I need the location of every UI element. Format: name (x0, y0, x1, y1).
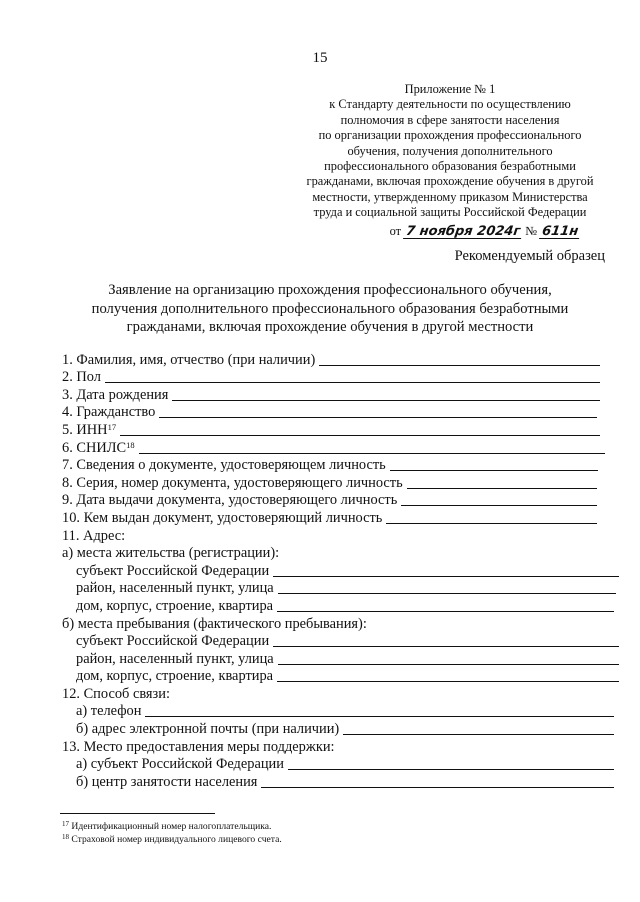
footnote-ref: 18 (126, 439, 135, 450)
field-label: б) места пребывания (фактического пребывания): (62, 615, 367, 632)
field-label: 2. Пол (62, 369, 101, 386)
field-label: 11. Адрес: (62, 527, 126, 544)
fill-in-line[interactable] (261, 786, 614, 788)
form-field-row (62, 473, 597, 491)
field-label: 1. Фамилия, имя, отчество (при наличии) (62, 351, 316, 368)
form-fields (62, 350, 622, 790)
field-label: а) телефон (76, 703, 142, 720)
form-field-row (62, 456, 598, 474)
field-label: дом, корпус, строение, квартира (76, 597, 274, 614)
field-label: 7. Сведения о документе, удостоверяющем личность (62, 457, 386, 474)
fill-in-line[interactable] (386, 522, 597, 524)
form-field-row (62, 649, 619, 667)
field-label: 4. Гражданство (62, 404, 156, 421)
form-field-row (62, 491, 597, 509)
appendix-header (290, 82, 610, 239)
page-number: 15 (312, 50, 328, 66)
fill-in-line[interactable] (278, 663, 619, 665)
form-field-row (62, 614, 600, 632)
title-line: гражданами, включая прохождение обучения в другой местности (126, 319, 534, 336)
form-field-row (62, 719, 614, 737)
field-label: 3. Дата рождения (62, 386, 169, 403)
field-label: дом, корпус, строение, квартира (76, 668, 274, 685)
form-field-row (62, 368, 600, 386)
fill-in-line[interactable] (120, 434, 600, 436)
fill-in-line[interactable] (278, 592, 616, 594)
form-field-row (62, 667, 619, 685)
form-field-row (62, 755, 614, 773)
appendix-line: труда и социальной защиты Российской Федерации (313, 205, 587, 220)
order-number-handwritten: 611н (541, 223, 580, 239)
appendix-line: обучения, получения дополнительного (347, 143, 553, 158)
footnote-17 (62, 820, 282, 833)
form-field-row (62, 684, 600, 702)
field-label: а) субъект Российской Федерации (76, 756, 284, 773)
form-field-row (62, 561, 619, 579)
document-title (60, 281, 600, 337)
form-field-row (62, 350, 600, 368)
title-line: Заявление на организацию прохождения профессионального обучения, (108, 282, 552, 298)
fill-in-line[interactable] (145, 715, 614, 717)
appendix-line: гражданами, включая прохождение обучения в другой (306, 174, 594, 189)
field-label: 5. ИНН (62, 421, 108, 438)
appendix-line: по организации прохождения профессионального (318, 128, 582, 143)
field-label: район, населенный пункт, улица (76, 580, 274, 597)
footnote-text: Идентификационный номер налогоплательщика. (71, 821, 272, 832)
form-field-row (62, 772, 614, 790)
footnote-mark: 17 (62, 820, 69, 828)
footnotes (62, 820, 282, 846)
fill-in-line[interactable] (390, 469, 598, 471)
title-line: получения дополнительного профессионального образования безработными (91, 300, 569, 317)
field-label: субъект Российской Федерации (76, 562, 270, 579)
fill-in-line[interactable] (407, 487, 597, 489)
field-label: 9. Дата выдачи документа, удостоверяющего личность (62, 492, 398, 509)
form-field-row (62, 579, 616, 597)
field-label: район, населенный пункт, улица (76, 650, 274, 667)
appendix-line: профессионального образования безработными (324, 159, 576, 174)
field-label: 6. СНИЛС (62, 439, 127, 456)
form-field-row (62, 508, 597, 526)
footnote-mark: 18 (62, 833, 69, 841)
fill-in-line[interactable] (319, 364, 600, 366)
appendix-line: Приложение № 1 (404, 82, 496, 96)
fill-in-line[interactable] (105, 381, 600, 383)
appendix-line: местности, утвержденному приказом Министерства (312, 189, 588, 204)
fill-in-line[interactable] (401, 504, 597, 506)
fill-in-line[interactable] (277, 680, 619, 682)
order-number-label: № (525, 223, 538, 238)
order-date-handwritten: 7 ноября 2024г (405, 223, 522, 239)
fill-in-line[interactable] (288, 768, 614, 770)
footnote-ref: 17 (107, 421, 117, 432)
field-label: 10. Кем выдан документ, удостоверяющий личность (62, 509, 383, 526)
order-prefix: от (389, 223, 402, 238)
appendix-line: полномочия в сфере занятости населения (340, 112, 560, 127)
fill-in-line[interactable] (273, 645, 619, 647)
order-reference (290, 224, 610, 239)
footnote-18 (62, 833, 282, 846)
form-field-row (62, 702, 614, 720)
fill-in-line[interactable] (343, 733, 614, 735)
footnote-text: Страховой номер индивидуального лицевого счета. (71, 834, 282, 845)
field-label: 13. Место предоставления меры поддержки: (62, 738, 335, 755)
field-label: б) адрес электронной почты (при наличии) (76, 721, 340, 738)
form-field-row (62, 526, 600, 544)
fill-in-line[interactable] (172, 399, 600, 401)
form-field-row (62, 385, 600, 403)
footnote-divider (60, 813, 215, 814)
form-field-row (62, 420, 600, 438)
form-field-row (62, 438, 605, 456)
field-label: 8. Серия, номер документа, удостоверяющего личность (62, 474, 403, 491)
field-label: субъект Российской Федерации (76, 633, 270, 650)
field-label: а) места жительства (регистрации): (62, 545, 280, 562)
field-label: б) центр занятости населения (76, 773, 258, 790)
recommended-sample-label: Рекомендуемый образец (454, 248, 605, 264)
form-field-row (62, 403, 597, 421)
fill-in-line[interactable] (159, 416, 597, 418)
form-field-row (62, 632, 619, 650)
fill-in-line[interactable] (277, 610, 614, 612)
form-field-row (62, 544, 600, 562)
fill-in-line[interactable] (139, 452, 605, 454)
field-label: 12. Способ связи: (62, 685, 170, 702)
appendix-line: к Стандарту деятельности по осуществлению (329, 97, 571, 112)
form-field-row (62, 737, 600, 755)
form-field-row (62, 596, 614, 614)
fill-in-line[interactable] (273, 575, 619, 577)
